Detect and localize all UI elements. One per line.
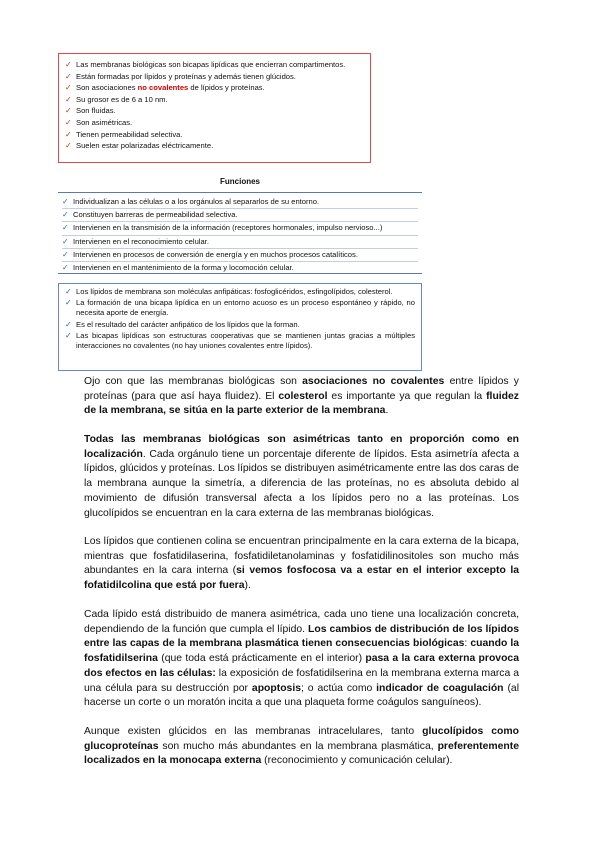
checkmark-icon: ✓ bbox=[65, 94, 72, 104]
list-item: ✓ Los lípidos de membrana son moléculas anfipáticas: fosfoglicéridos, esfingolípidos, colesterol. bbox=[65, 287, 393, 296]
checkmark-icon: ✓ bbox=[65, 117, 72, 127]
checkmark-icon: ✓ bbox=[65, 129, 72, 139]
list-item: ✓ Son fluidas. bbox=[65, 106, 116, 116]
list-item: ✓ Intervienen en procesos de conversión de energía y en muchos procesos catalíticos. bbox=[62, 249, 418, 262]
paragraph-distribucion: Cada lípido está distribuido de manera asimétrica, cada uno tiene una localización concreta, dependiendo de la función que cumpla el lípido. Los cambios de distribución de los lípidos entre las capas de la membrana plasmática tienen consecuencias biológicas: cuando la fosfatidilserina (que toda está prácticamente en el interior) pasa a la cara externa provoca dos efectos en las células: la exposición de fosfatidilserina en la membrana externa marca a una célula para su destrucción por apoptosis; o actúa como indicador de coagulación (al hacerse un corte o un moratón incita a que una plaqueta forme coágulos sanguíneos). bbox=[84, 609, 520, 709]
list-item: ✓ Las bicapas lipídicas son estructuras cooperativas que se mantienen juntas gracias a múltiples interacciones no covalentes (no hay uniones covalentes entre lípidos). bbox=[65, 330, 415, 350]
list-item: ✓ Intervienen en la transmisión de la información (receptores hormonales, impulso nervioso...) bbox=[62, 222, 418, 235]
checkmark-icon: ✓ bbox=[65, 141, 72, 151]
paragraph-no-covalentes: Ojo con que las membranas biológicas son asociaciones no covalentes entre lípidos y proteínas (para que así haya fluidez). El colesterol es importante ya que regulan la fluidez de la membrana, se sitúa en la parte exterior de la membrana. bbox=[84, 376, 520, 417]
checkmark-icon: ✓ bbox=[65, 298, 72, 308]
properties-box bbox=[58, 53, 371, 163]
paragraph-colina: Los lípidos que contienen colina se encuentran principalmente en la cara externa de la bicapa, mientras que fosfatidilaserina, fosfatidiletanolaminas y fosfatidilinositoles son mucho más abundantes en la cara interna (si vemos fosfocosa va a estar en el interior excepto la fofatidilcolina que está por fuera). bbox=[84, 536, 520, 592]
checkmark-icon: ✓ bbox=[65, 106, 72, 116]
checkmark-icon: ✓ bbox=[62, 236, 69, 246]
list-item: ✓ La formación de una bicapa lipídica en un entorno acuoso es un proceso espontáneo y rápido, no necesita aporte de energía. bbox=[65, 298, 415, 318]
paragraph-asimetria: Todas las membranas biológicas son asimétricas tanto en proporción como en localización. Cada orgánulo tiene un porcentaje diferente de lípidos. Esta asimetría afecta a lípidos, glúcidos y proteínas. Los lípidos se distribuyen asimétricamente entre las dos caras de la membrana aunque la simetría, a diferencia de las proteínas, no es absoluta debido al movimiento de difusión transversal afecta a los lípidos pero no a las proteínas. Los glucolípidos se encuentran en la cara externa de las membranas biológicas. bbox=[84, 434, 519, 519]
paragraph-glucidos: Aunque existen glúcidos en las membranas intracelulares, tanto glucolípidos como glucoproteínas son mucho más abundantes en la membrana plasmática, preferentemente localizados en la monocapa externa (reconocimiento y comunicación celular). bbox=[84, 726, 519, 767]
list-item: ✓ Es el resultado del carácter anfipático de los lípidos que la forman. bbox=[65, 319, 300, 329]
functions-box bbox=[58, 192, 422, 274]
list-item: ✓ Están formadas por lípidos y proteínas y además tienen glúcidos. bbox=[65, 71, 296, 81]
list-item: ✓ Las membranas biológicas son bicapas lipídicas que encierran compartimentos. bbox=[65, 60, 346, 69]
checkmark-icon: ✓ bbox=[62, 197, 69, 206]
checkmark-icon: ✓ bbox=[65, 60, 72, 69]
list-item: ✓ Constituyen barreras de permeabilidad selectiva. bbox=[62, 209, 418, 222]
checkmark-icon: ✓ bbox=[65, 83, 72, 93]
checkmark-icon: ✓ bbox=[62, 223, 69, 233]
checkmark-icon: ✓ bbox=[62, 249, 69, 259]
list-item: ✓ Son asociaciones no covalentes de lípidos y proteínas. bbox=[65, 83, 265, 93]
lipid-notes-box bbox=[58, 283, 422, 371]
checkmark-icon: ✓ bbox=[65, 287, 72, 296]
list-item: ✓ Intervienen en el mantenimiento de la forma y locomoción celular. bbox=[62, 262, 418, 274]
checkmark-icon: ✓ bbox=[65, 330, 72, 340]
checkmark-icon: ✓ bbox=[62, 263, 69, 273]
list-item: ✓ Son asimétricas. bbox=[65, 117, 133, 127]
list-item: ✓ Tienen permeabilidad selectiva. bbox=[65, 129, 183, 139]
list-item: ✓ Individualizan a las células o a los orgánulos al separarlos de su entorno. bbox=[62, 196, 418, 209]
functions-title: Funciones bbox=[219, 177, 260, 186]
list-item: ✓ Suelen estar polarizadas eléctricamente. bbox=[65, 141, 214, 151]
checkmark-icon: ✓ bbox=[65, 319, 72, 329]
checkmark-icon: ✓ bbox=[65, 71, 72, 81]
list-item: ✓ Su grosor es de 6 a 10 nm. bbox=[65, 94, 168, 104]
list-item: ✓ Intervienen en el reconocimiento celular. bbox=[62, 236, 418, 249]
checkmark-icon: ✓ bbox=[62, 210, 69, 220]
highlight-no-covalentes: no covalentes bbox=[137, 83, 189, 93]
